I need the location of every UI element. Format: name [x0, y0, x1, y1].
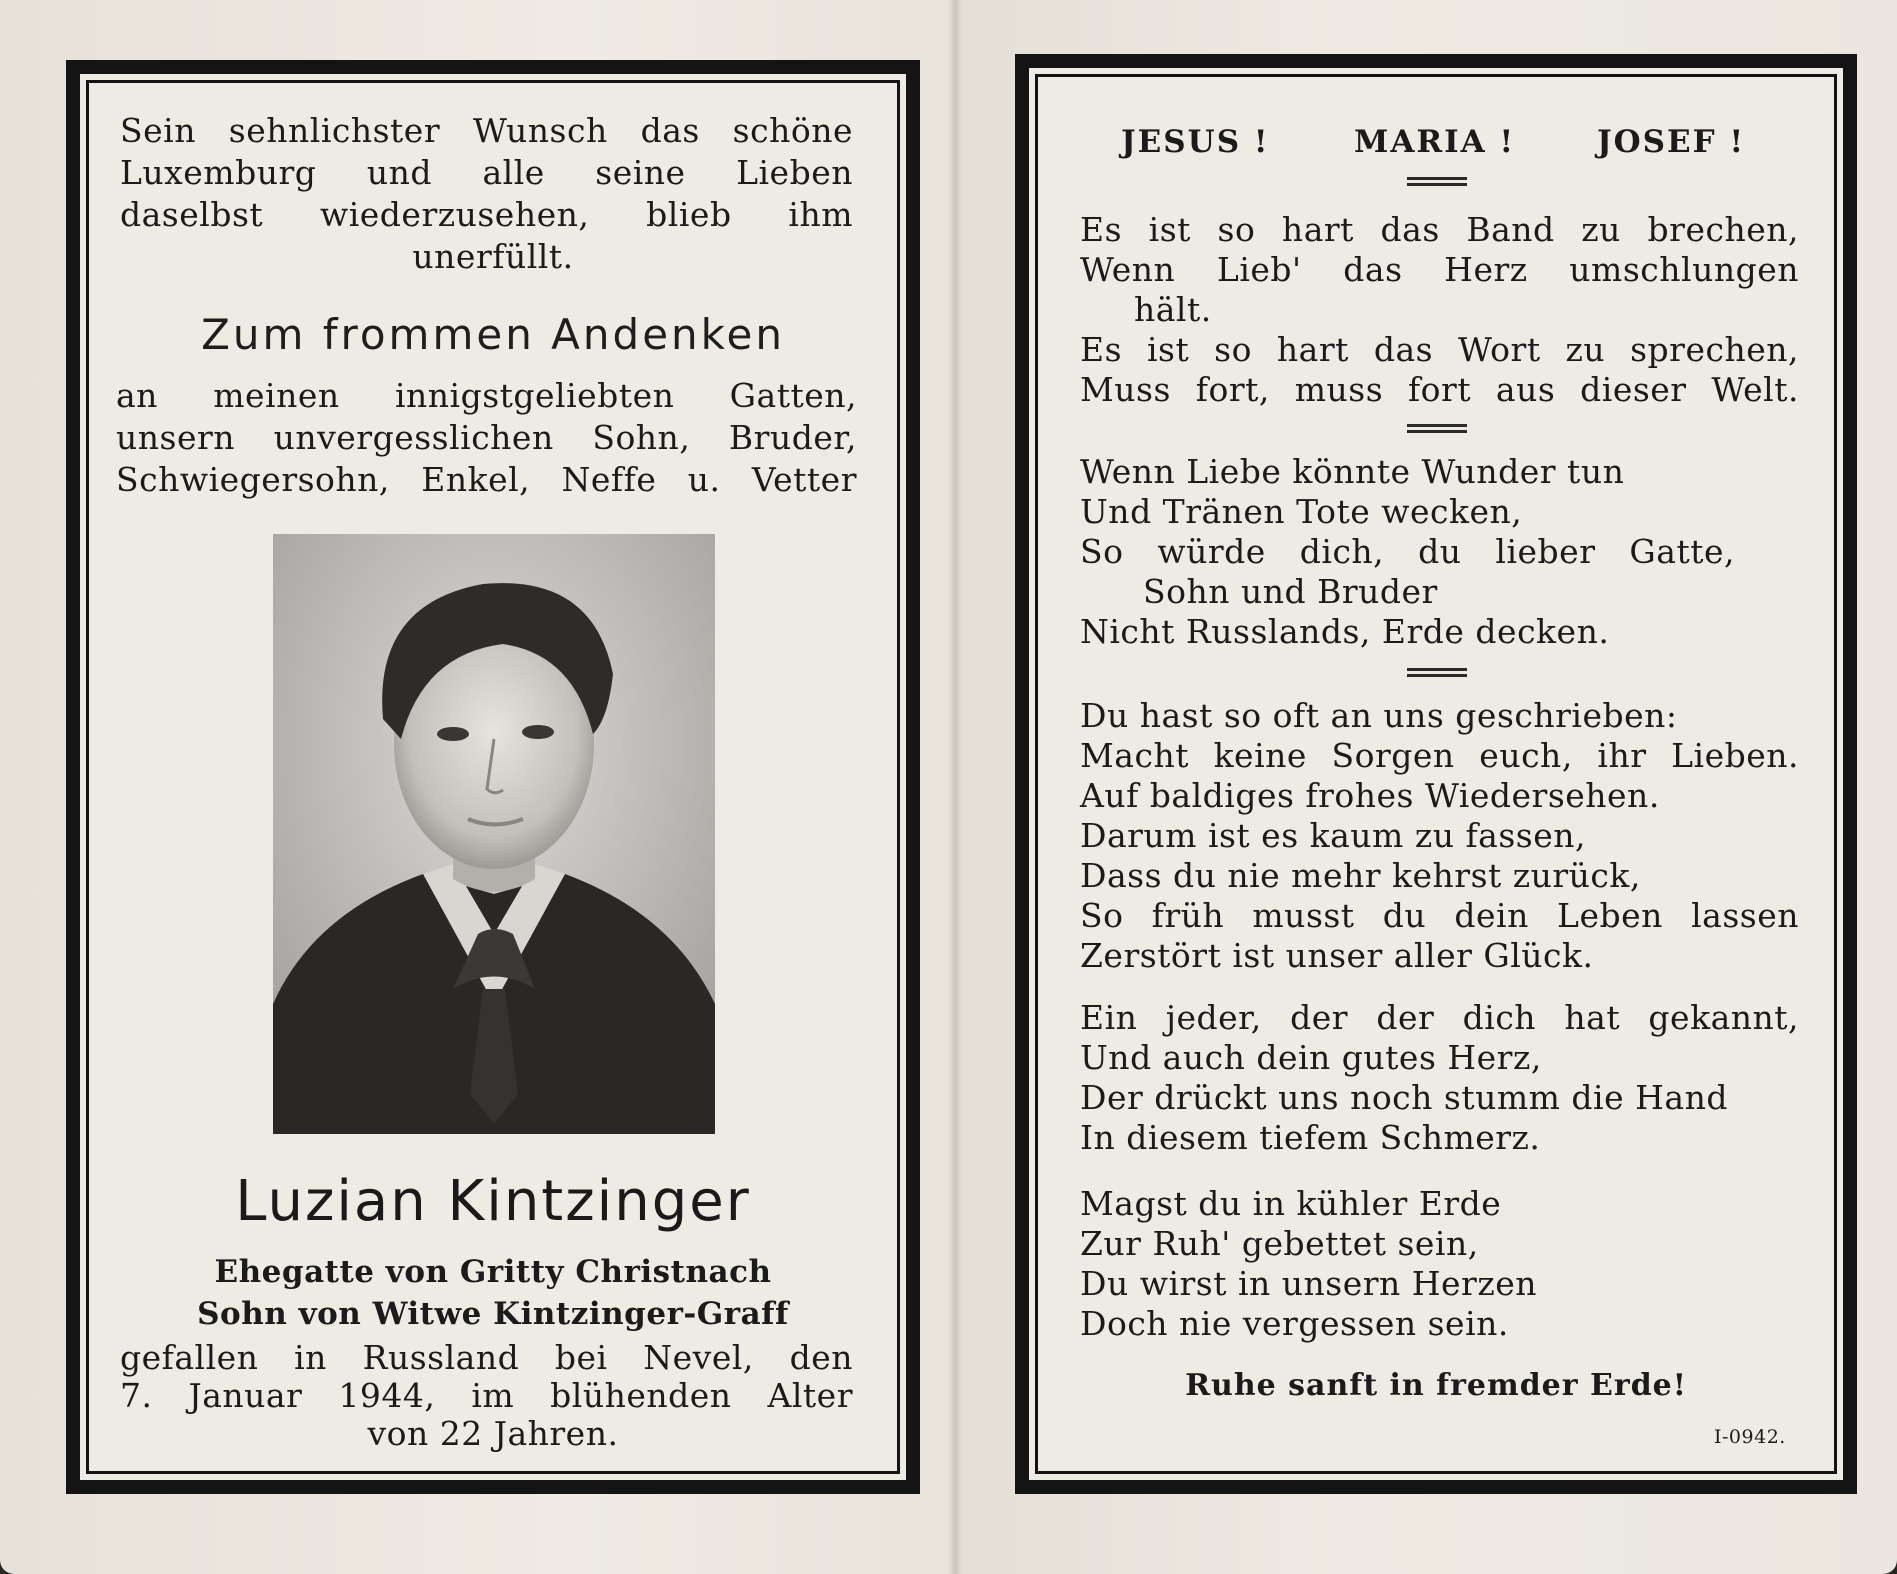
dedication-line-2: unsern unvergesslichen Sohn, Bruder, — [116, 418, 857, 457]
portrait-photo — [273, 534, 715, 1134]
stanza1-line-3: hält. — [1134, 290, 1212, 329]
stanza1-line-5: Muss fort, muss fort aus dieser Welt. — [1080, 370, 1799, 409]
death-line-3: von 22 Jahren. — [367, 1414, 619, 1453]
stanza2-line-1: Wenn Liebe könnte Wunder tun — [1080, 452, 1625, 491]
print-code: I-0942. — [1714, 1426, 1786, 1448]
stanza2-line-3: So würde dich, du lieber Gatte, — [1080, 532, 1735, 571]
stanza3-line-1: Du hast so oft an uns geschrieben: — [1080, 696, 1678, 735]
stanza5-line-4: Doch nie vergessen sein. — [1080, 1304, 1509, 1343]
right-mourning-border — [1015, 54, 1857, 1494]
stanza4-line-3: Der drückt uns noch stumm die Hand — [1080, 1078, 1728, 1117]
death-line-2: 7. Januar 1944, im blühenden Alter — [120, 1376, 853, 1415]
stanza2-line-5: Nicht Russlands, Erde decken. — [1080, 612, 1610, 651]
deceased-name: Luzian Kintzinger — [235, 1169, 751, 1234]
dedication-line-1: an meinen innigstgeliebten Gatten, — [116, 376, 857, 415]
stanza3-line-6: So früh musst du dein Leben lassen — [1080, 896, 1799, 935]
card-fold — [948, 0, 962, 1574]
stanza3-line-7: Zerstört ist unser aller Glück. — [1080, 936, 1594, 975]
portrait-illustration — [273, 534, 715, 1134]
stanza5-line-1: Magst du in kühler Erde — [1080, 1184, 1502, 1223]
stanza3-line-5: Dass du nie mehr kehrst zurück, — [1080, 856, 1641, 895]
divider-2 — [1407, 424, 1467, 433]
header-maria: MARIA ! — [1354, 124, 1516, 160]
stanza5-line-2: Zur Ruh' gebettet sein, — [1080, 1224, 1479, 1263]
stanza4-line-4: In diesem tiefem Schmerz. — [1080, 1118, 1541, 1157]
divider-3 — [1407, 668, 1467, 677]
relation-line-1: Ehegatte von Gritty Christnach — [214, 1254, 772, 1290]
stanza3-line-3: Auf baldiges frohes Wiedersehen. — [1080, 776, 1660, 815]
relation-line-2: Sohn von Witwe Kintzinger-Graff — [197, 1296, 789, 1332]
header-josef: JOSEF ! — [1597, 124, 1746, 160]
stanza3-line-2: Macht keine Sorgen euch, ihr Lieben. — [1080, 736, 1799, 775]
intro-line-2: Luxemburg und alle seine Lieben — [120, 153, 853, 192]
intro-line-4: unerfüllt. — [412, 237, 574, 276]
heading-zum-frommen-andenken: Zum frommen Andenken — [201, 310, 785, 359]
stanza3-line-4: Darum ist es kaum zu fassen, — [1080, 816, 1587, 855]
stanza1-line-2: Wenn Lieb' das Herz umschlungen — [1080, 250, 1799, 289]
header-jesus: JESUS ! — [1121, 124, 1270, 160]
stanza2-line-4: Sohn und Bruder — [1143, 572, 1438, 611]
stanza4-line-2: Und auch dein gutes Herz, — [1080, 1038, 1542, 1077]
intro-line-3: daselbst wiederzusehen, blieb ihm — [120, 195, 853, 234]
dedication-line-3: Schwiegersohn, Enkel, Neffe u. Vetter — [116, 460, 857, 499]
stanza4-line-1: Ein jeder, der der dich hat gekannt, — [1080, 998, 1799, 1037]
stanza1-line-1: Es ist so hart das Band zu brechen, — [1080, 210, 1799, 249]
left-mourning-border — [66, 60, 920, 1494]
stanza2-line-2: Und Tränen Tote wecken, — [1080, 492, 1523, 531]
stanza5-line-3: Du wirst in unsern Herzen — [1080, 1264, 1538, 1303]
closing-line: Ruhe sanft in fremder Erde! — [1185, 1368, 1687, 1403]
death-line-1: gefallen in Russland bei Nevel, den — [120, 1338, 853, 1377]
divider-1 — [1407, 177, 1467, 186]
intro-line-1: Sein sehnlichster Wunsch das schöne — [120, 111, 853, 150]
stanza1-line-4: Es ist so hart das Wort zu sprechen, — [1080, 330, 1799, 369]
